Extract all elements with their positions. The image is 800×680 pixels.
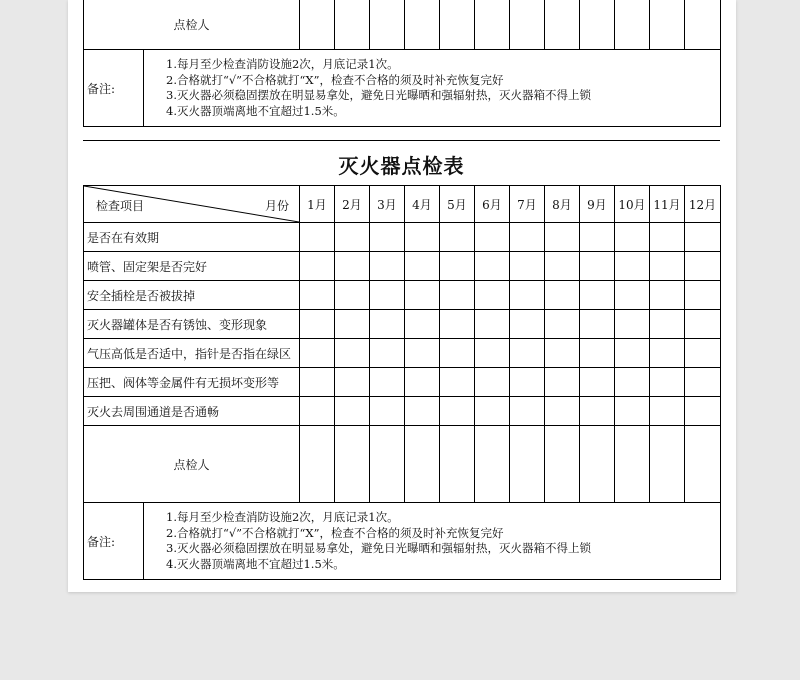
check-cell[interactable] xyxy=(405,0,440,50)
check-cell[interactable] xyxy=(650,339,685,368)
month-header-cell: 8月 xyxy=(545,186,580,223)
check-cell[interactable] xyxy=(580,397,615,426)
check-cell[interactable] xyxy=(475,368,510,397)
month-header-cell: 9月 xyxy=(580,186,615,223)
diagonal-header-cell xyxy=(84,186,300,223)
check-cell[interactable] xyxy=(440,339,475,368)
table-row xyxy=(84,368,721,397)
inspector-row xyxy=(84,426,721,503)
check-cell[interactable] xyxy=(335,339,370,368)
check-cell[interactable] xyxy=(615,252,650,281)
check-cell[interactable] xyxy=(510,281,545,310)
check-cell[interactable] xyxy=(300,281,335,310)
check-cell[interactable] xyxy=(370,339,405,368)
check-cell[interactable] xyxy=(335,223,370,252)
check-cell[interactable] xyxy=(300,252,335,281)
check-cell[interactable] xyxy=(475,397,510,426)
check-cell[interactable] xyxy=(510,310,545,339)
notes xyxy=(144,503,721,580)
check-cell[interactable] xyxy=(650,368,685,397)
check-cell[interactable] xyxy=(300,397,335,426)
check-cell[interactable] xyxy=(300,0,335,50)
check-cell[interactable] xyxy=(405,397,440,426)
check-cell[interactable] xyxy=(300,339,335,368)
top-inspector-label: 点检人 xyxy=(84,0,300,50)
check-cell[interactable] xyxy=(405,368,440,397)
check-cell[interactable] xyxy=(335,397,370,426)
check-cell[interactable] xyxy=(335,310,370,339)
top-note-line: 2.合格就打“√”不合格就打“X”，检查不合格的须及时补充恢复完好 xyxy=(166,72,504,87)
check-cell[interactable] xyxy=(580,339,615,368)
check-cell[interactable] xyxy=(300,223,335,252)
top-notes-label: 备注: xyxy=(84,50,144,127)
check-cell[interactable] xyxy=(405,252,440,281)
header-row xyxy=(84,186,721,223)
check-cell[interactable] xyxy=(440,223,475,252)
top-inspector-row xyxy=(84,0,721,50)
section-divider xyxy=(83,140,720,141)
month-header-cell: 5月 xyxy=(440,186,475,223)
check-cell[interactable] xyxy=(405,281,440,310)
month-header-cell: 6月 xyxy=(475,186,510,223)
check-cell[interactable] xyxy=(335,252,370,281)
check-cell[interactable] xyxy=(615,397,650,426)
check-cell[interactable] xyxy=(370,223,405,252)
check-cell[interactable] xyxy=(405,310,440,339)
check-cell[interactable] xyxy=(615,339,650,368)
note-line: 1.每月至少检查消防设施2次，月底记录1次。 xyxy=(166,510,399,524)
month-header-cell: 2月 xyxy=(335,186,370,223)
check-cell[interactable] xyxy=(475,252,510,281)
inspector-label: 点检人 xyxy=(84,426,300,503)
check-cell[interactable] xyxy=(580,223,615,252)
notes-label: 备注: xyxy=(84,503,144,580)
check-cell[interactable] xyxy=(475,0,510,50)
check-cell[interactable] xyxy=(580,368,615,397)
check-cell[interactable] xyxy=(440,426,475,503)
check-item-label: 灭火器罐体是否有锈蚀、变形现象 xyxy=(84,310,300,339)
table-row xyxy=(84,339,721,368)
check-cell[interactable] xyxy=(335,281,370,310)
check-cell[interactable] xyxy=(370,310,405,339)
check-cell[interactable] xyxy=(545,0,580,50)
check-cell[interactable] xyxy=(370,426,405,503)
check-cell[interactable] xyxy=(615,223,650,252)
check-cell[interactable] xyxy=(405,339,440,368)
check-cell[interactable] xyxy=(370,281,405,310)
check-cell[interactable] xyxy=(580,310,615,339)
month-header-cell: 11月 xyxy=(650,186,685,223)
check-cell[interactable] xyxy=(580,426,615,503)
check-cell[interactable] xyxy=(545,339,580,368)
table-row xyxy=(84,223,721,252)
check-cell[interactable] xyxy=(650,252,685,281)
top-note-line: 3.灭火器必须稳固摆放在明显易拿处，避免日光曝晒和强辐射热，灭火器箱不得上锁 xyxy=(166,88,591,102)
check-cell[interactable] xyxy=(335,368,370,397)
check-cell[interactable] xyxy=(580,0,615,50)
check-item-label: 气压高低是否适中，指针是否指在绿区 xyxy=(84,339,300,368)
check-cell[interactable] xyxy=(650,310,685,339)
check-cell[interactable] xyxy=(685,397,721,426)
check-cell[interactable] xyxy=(300,368,335,397)
table-row xyxy=(84,252,721,281)
check-cell[interactable] xyxy=(475,426,510,503)
check-cell[interactable] xyxy=(370,368,405,397)
top-notes xyxy=(144,50,721,127)
top-note-line: 1.每月至少检查消防设施2次，月底记录1次。 xyxy=(166,57,399,71)
month-header-cell: 1月 xyxy=(300,186,335,223)
check-cell[interactable] xyxy=(475,310,510,339)
check-item-label: 安全插栓是否被拔掉 xyxy=(84,281,300,310)
check-cell[interactable] xyxy=(405,223,440,252)
check-cell[interactable] xyxy=(300,426,335,503)
check-cell[interactable] xyxy=(685,252,721,281)
check-cell[interactable] xyxy=(685,339,721,368)
check-cell[interactable] xyxy=(580,252,615,281)
check-cell[interactable] xyxy=(440,252,475,281)
notes-row xyxy=(84,503,721,580)
check-cell[interactable] xyxy=(370,252,405,281)
check-cell[interactable] xyxy=(475,281,510,310)
check-cell[interactable] xyxy=(685,0,721,50)
check-cell[interactable] xyxy=(545,281,580,310)
top-inspection-table xyxy=(83,0,721,127)
check-cell[interactable] xyxy=(440,397,475,426)
month-header-cell: 7月 xyxy=(510,186,545,223)
check-cell[interactable] xyxy=(440,310,475,339)
check-cell[interactable] xyxy=(650,397,685,426)
header-month-label: 月份 xyxy=(264,199,289,213)
check-cell[interactable] xyxy=(510,252,545,281)
check-cell[interactable] xyxy=(650,426,685,503)
check-cell[interactable] xyxy=(510,0,545,50)
check-cell[interactable] xyxy=(370,0,405,50)
check-cell[interactable] xyxy=(650,0,685,50)
check-cell[interactable] xyxy=(545,397,580,426)
check-item-label: 喷管、固定架是否完好 xyxy=(84,252,300,281)
check-cell[interactable] xyxy=(650,223,685,252)
check-item-label: 压把、阀体等金属件有无损坏变形等 xyxy=(84,368,300,397)
check-cell[interactable] xyxy=(685,281,721,310)
check-cell[interactable] xyxy=(370,397,405,426)
top-note-line: 4.灭火器顶端离地不宜超过1.5米。 xyxy=(166,103,345,118)
month-header-cell: 12月 xyxy=(685,186,721,223)
month-header-cell: 3月 xyxy=(370,186,405,223)
table-row xyxy=(84,397,721,426)
check-cell[interactable] xyxy=(545,310,580,339)
check-cell[interactable] xyxy=(510,339,545,368)
note-line: 3.灭火器必须稳固摆放在明显易拿处，避免日光曝晒和强辐射热，灭火器箱不得上锁 xyxy=(166,541,591,555)
check-cell[interactable] xyxy=(615,368,650,397)
check-cell[interactable] xyxy=(545,368,580,397)
check-cell[interactable] xyxy=(475,339,510,368)
check-cell[interactable] xyxy=(545,426,580,503)
table-row xyxy=(84,281,721,310)
check-cell[interactable] xyxy=(545,223,580,252)
check-cell[interactable] xyxy=(615,310,650,339)
check-cell[interactable] xyxy=(335,0,370,50)
check-cell[interactable] xyxy=(650,281,685,310)
form-title: 灭火器点检表 xyxy=(338,154,465,178)
check-cell[interactable] xyxy=(440,281,475,310)
check-cell[interactable] xyxy=(405,426,440,503)
note-line: 4.灭火器顶端离地不宜超过1.5米。 xyxy=(166,556,345,571)
month-header-cell: 10月 xyxy=(615,186,650,223)
header-item-label: 检查项目 xyxy=(96,199,145,213)
check-cell[interactable] xyxy=(615,426,650,503)
note-line: 2.合格就打“√”不合格就打“X”，检查不合格的须及时补充恢复完好 xyxy=(166,525,504,540)
check-cell[interactable] xyxy=(510,426,545,503)
check-item-label: 灭火去周围通道是否通畅 xyxy=(84,397,300,426)
check-cell[interactable] xyxy=(300,310,335,339)
check-cell[interactable] xyxy=(580,281,615,310)
check-item-label: 是否在有效期 xyxy=(84,223,300,252)
check-cell[interactable] xyxy=(475,223,510,252)
check-cell[interactable] xyxy=(335,426,370,503)
check-cell[interactable] xyxy=(510,368,545,397)
check-cell[interactable] xyxy=(440,368,475,397)
inspection-table xyxy=(83,185,721,580)
table-row xyxy=(84,310,721,339)
check-cell[interactable] xyxy=(545,252,580,281)
check-cell[interactable] xyxy=(615,281,650,310)
check-cell[interactable] xyxy=(510,223,545,252)
check-cell[interactable] xyxy=(615,0,650,50)
check-cell[interactable] xyxy=(685,426,721,503)
check-cell[interactable] xyxy=(685,368,721,397)
check-cell[interactable] xyxy=(685,310,721,339)
check-cell[interactable] xyxy=(440,0,475,50)
check-cell[interactable] xyxy=(685,223,721,252)
month-header-cell: 4月 xyxy=(405,186,440,223)
top-notes-row xyxy=(84,50,721,127)
check-cell[interactable] xyxy=(510,397,545,426)
